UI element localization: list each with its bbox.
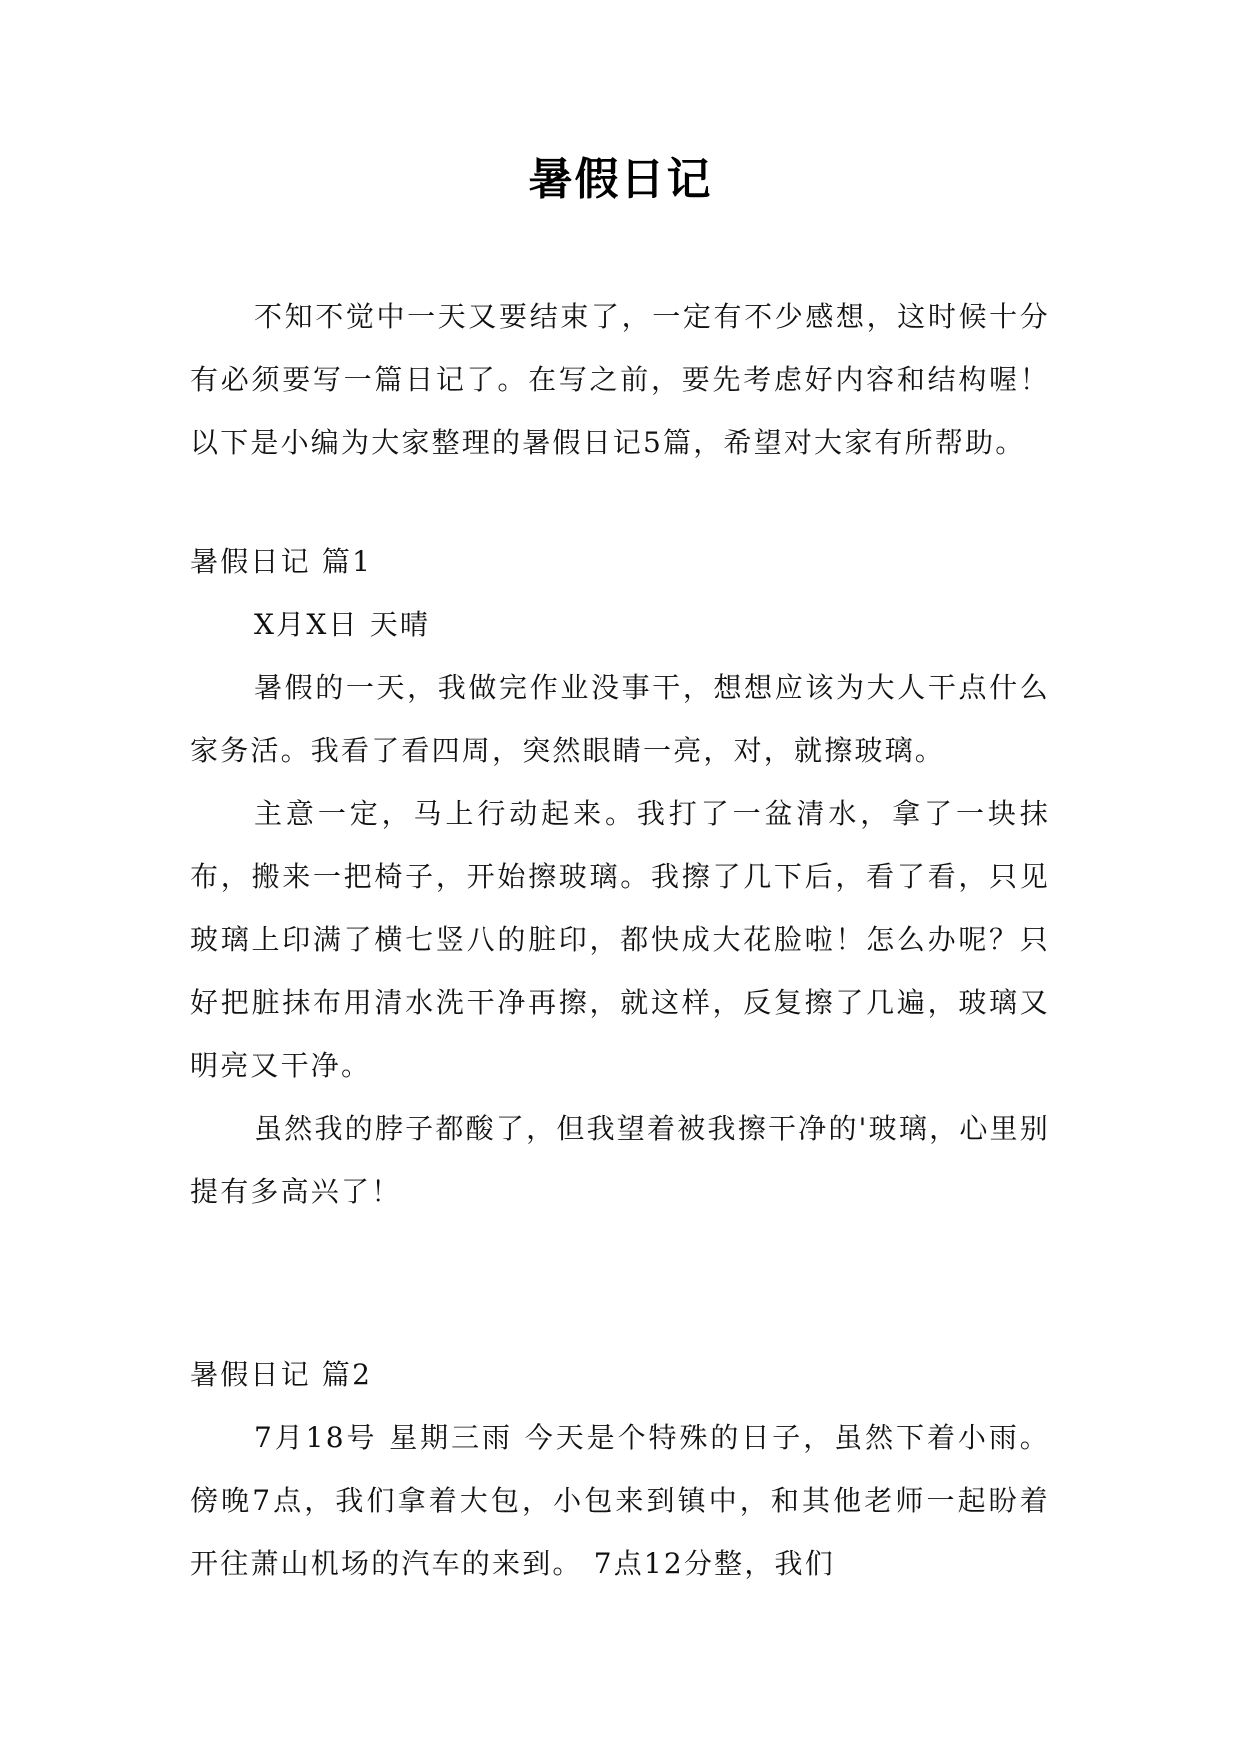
section-spacer bbox=[190, 1223, 1050, 1343]
entry-paragraph: 虽然我的脖子都酸了，但我望着被我擦干净的'玻璃，心里别提有多高兴了！ bbox=[190, 1112, 1050, 1208]
entry-date-line: X月X日 天晴 bbox=[254, 608, 431, 641]
intro-paragraph: 不知不觉中一天又要结束了，一定有不少感想，这时候十分有必须要写一篇日记了。在写之前，要先考虑好内容和结构喔！以下是小编为大家整理的暑假日记5篇，希望对大家有所帮助。 bbox=[190, 300, 1050, 459]
section-spacer bbox=[190, 474, 1050, 530]
entry-heading: 暑假日记 篇1 bbox=[190, 545, 373, 578]
document-title: 暑假日记 bbox=[528, 154, 713, 205]
document-body bbox=[190, 285, 1050, 1595]
entry-paragraph: 暑假的一天，我做完作业没事干，想想应该为大人干点什么家务活。我看了看四周，突然眼睛一亮，对，就擦玻璃。 bbox=[190, 671, 1050, 767]
entry-paragraph: 主意一定，马上行动起来。我打了一盆清水，拿了一块抹布，搬来一把椅子，开始擦玻璃。我擦了几下后，看了看，只见玻璃上印满了横七竖八的脏印，都快成大花脸啦！怎么办呢？只好把脏抹布用清水洗干净再擦，就这样，反复擦了几遍，玻璃又明亮又干净。 bbox=[190, 797, 1050, 1082]
entry-heading: 暑假日记 篇2 bbox=[190, 1358, 373, 1391]
entry-paragraph: 7月18号 星期三雨 今天是个特殊的日子，虽然下着小雨。傍晚7点，我们拿着大包，小包来到镇中，和其他老师一起盼着开往萧山机场的汽车的来到。 7点12分整，我们 bbox=[190, 1421, 1050, 1580]
